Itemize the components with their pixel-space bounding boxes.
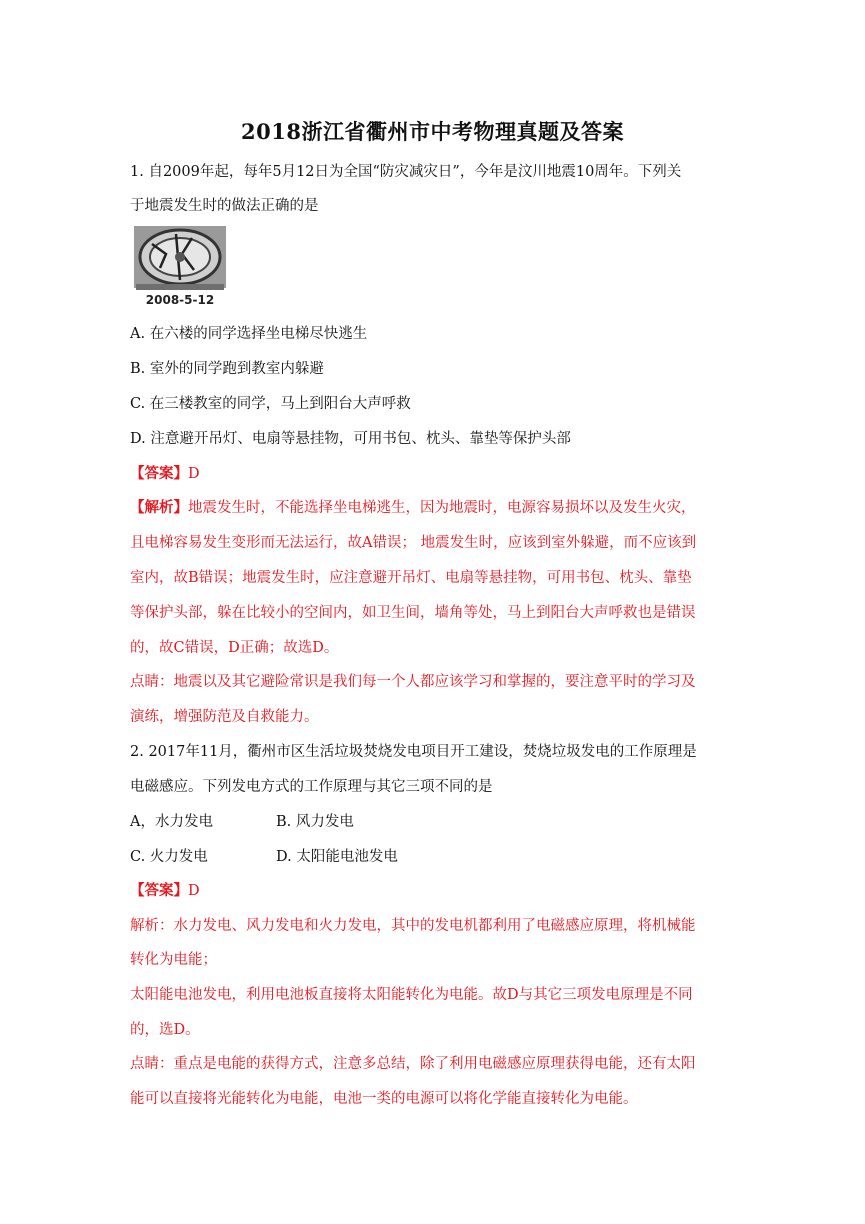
q1-stem-line1: 1. 自2009年起，每年5月12日为全国“防灾减灾日”，今年是汶川地震10周年。下列关: [130, 164, 682, 180]
q2-answer: [130, 879, 200, 900]
q1-comment-line2: 演练，增强防范及自救能力。: [130, 709, 319, 725]
q2-option-a: A，水力发电: [130, 814, 213, 830]
q2-option-b: B. 风力发电: [276, 814, 354, 830]
q1-comment-line1: 点睛：地震以及其它避险常识是我们每一个人都应该学习和掌握的，要注意平时的学习及: [130, 674, 696, 690]
q2-options-row2: [130, 845, 530, 866]
q2-analysis-line3: 太阳能电池发电，利用电池板直接将太阳能转化为电能。故D与其它三项发电原理是不同: [130, 987, 693, 1003]
q2-analysis-line2: 转化为电能；: [130, 952, 217, 968]
q2-option-d: D. 太阳能电池发电: [276, 849, 398, 865]
q1-option-d: D. 注意避开吊灯、电扇等悬挂物，可用书包、枕头、靠垫等保护头部: [130, 431, 571, 447]
page-title: 2018浙江省衢州市中考物理真题及答案: [241, 119, 624, 144]
q2-stem-line1: 2. 2017年11月，衢州市区生活垃圾焚烧发电项目开工建设，焚烧垃圾发电的工作原理是: [130, 744, 697, 760]
q1-analysis-line1: [130, 496, 696, 517]
figure-caption: 2008-5-12: [145, 293, 215, 307]
q1-stem-line2: 于地震发生时的做法正确的是: [130, 198, 319, 214]
q2-options-row1: [130, 810, 530, 831]
q2-answer-label: 【答案】: [130, 882, 188, 899]
q1-analysis-line3: 室内，故B错误；地震发生时，应注意避开吊灯、电扇等悬挂物，可用书包、枕头、靠垫: [130, 570, 692, 586]
q1-option-c: C. 在三楼教室的同学，马上到阳台大声呼救: [130, 396, 411, 412]
q1-analysis-label: 【解析】: [130, 499, 188, 516]
q1-analysis-line2: 且电梯容易发生变形而无法运行，故A错误； 地震发生时，应该到室外躲避，而不应该到: [130, 535, 697, 551]
q2-comment-line1: 点睛：重点是电能的获得方式，注意多总结，除了利用电磁感应原理获得电能，还有太阳: [130, 1056, 696, 1072]
q2-answer-value: D: [188, 883, 200, 899]
q1-answer: [130, 462, 200, 483]
q1-analysis-line4: 等保护头部，躲在比较小的空间内，如卫生间，墙角等处，马上到阳台大声呼救也是错误: [130, 605, 696, 621]
q1-answer-value: D: [188, 466, 200, 482]
q2-stem-line2: 电磁感应。下列发电方式的工作原理与其它三项不同的是: [130, 779, 493, 795]
q1-analysis-line5: 的，故C错误，D正确；故选D。: [130, 640, 339, 656]
q1-answer-label: 【答案】: [130, 465, 188, 482]
earthquake-memorial-image: [132, 224, 228, 310]
q2-analysis-line4: 的，选D。: [130, 1022, 200, 1038]
q1-option-b: B. 室外的同学跑到教室内躲避: [130, 361, 324, 377]
q1-analysis-text1: 地震发生时，不能选择坐电梯逃生，因为地震时，电源容易损坏以及发生火灾，: [188, 500, 696, 516]
q1-option-a: A. 在六楼的同学选择坐电梯尽快逃生: [130, 326, 368, 342]
q2-option-c: C. 火力发电: [130, 849, 208, 865]
q2-comment-line2: 能可以直接将光能转化为电能，电池一类的电源可以将化学能直接转化为电能。: [130, 1091, 638, 1107]
q2-analysis-line1: 解析：水力发电、风力发电和火力发电，其中的发电机都利用了电磁感应原理，将机械能: [130, 918, 696, 934]
